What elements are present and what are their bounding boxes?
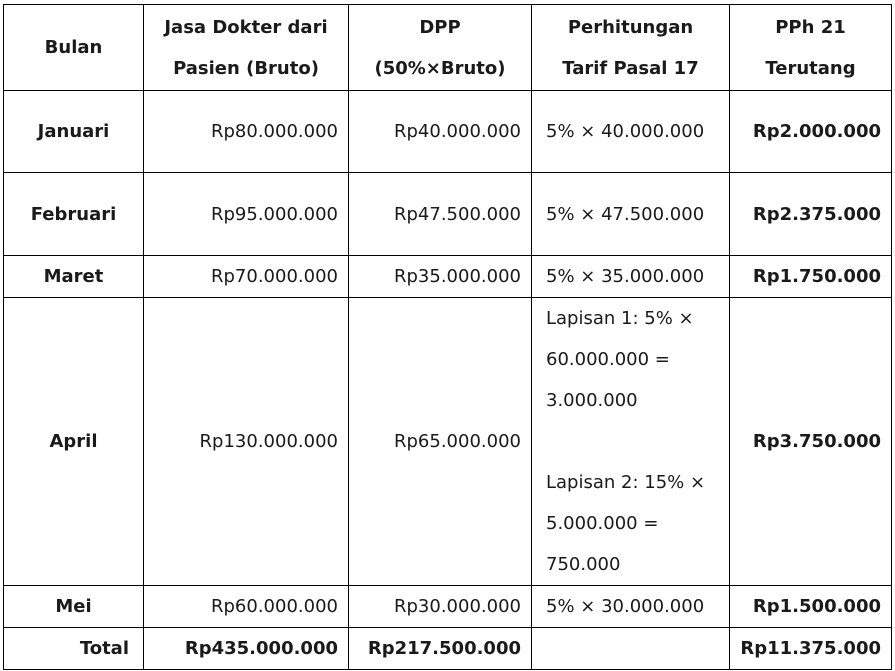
cell-perhitungan-lapisan xyxy=(532,298,730,586)
header-row xyxy=(4,5,892,91)
lapisan-2-line-1: Lapisan 2: 15% × xyxy=(546,472,706,493)
cell-dpp: Rp65.000.000 xyxy=(349,298,532,586)
total-row xyxy=(4,628,892,670)
cell-pph: Rp1.750.000 xyxy=(730,256,892,298)
header-bulan-label: Bulan xyxy=(44,37,103,58)
header-bruto-line-1: Jasa Dokter dari xyxy=(164,16,328,38)
cell-dpp: Rp47.500.000 xyxy=(349,173,532,256)
cell-bulan: Mei xyxy=(4,586,144,628)
cell-pph: Rp3.750.000 xyxy=(730,298,892,586)
header-bruto-line-2: Pasien (Bruto) xyxy=(173,57,319,79)
header-dpp-line-1: DPP xyxy=(419,16,461,38)
total-perhitungan xyxy=(532,628,730,670)
table-row xyxy=(4,256,892,298)
cell-bruto: Rp60.000.000 xyxy=(144,586,349,628)
header-perhitungan-line-1: Perhitungan xyxy=(567,16,694,38)
cell-pph: Rp2.375.000 xyxy=(730,173,892,256)
header-perhitungan xyxy=(532,5,730,91)
total-label: Total xyxy=(4,628,144,670)
cell-dpp: Rp35.000.000 xyxy=(349,256,532,298)
cell-perhitungan: 5% × 40.000.000 xyxy=(532,91,730,173)
lapisan-2-line-3: 750.000 xyxy=(546,554,621,575)
lapisan-1-line-1: Lapisan 1: 5% × xyxy=(546,308,694,329)
cell-pph: Rp1.500.000 xyxy=(730,586,892,628)
total-dpp: Rp217.500.000 xyxy=(349,628,532,670)
cell-dpp: Rp40.000.000 xyxy=(349,91,532,173)
cell-bulan: Januari xyxy=(4,91,144,173)
table-row xyxy=(4,173,892,256)
cell-dpp: Rp30.000.000 xyxy=(349,586,532,628)
table-row xyxy=(4,586,892,628)
header-dpp xyxy=(349,5,532,91)
cell-perhitungan: 5% × 47.500.000 xyxy=(532,173,730,256)
lapisan-2-line-2: 5.000.000 = xyxy=(546,513,659,534)
header-pph-line-1: PPh 21 xyxy=(775,16,846,38)
header-perhitungan-line-2: Tarif Pasal 17 xyxy=(562,57,699,79)
lapisan-1-line-2: 60.000.000 = xyxy=(546,349,670,370)
cell-bruto: Rp80.000.000 xyxy=(144,91,349,173)
cell-perhitungan: 5% × 30.000.000 xyxy=(532,586,730,628)
table-row xyxy=(4,91,892,173)
lapisan-spacer xyxy=(546,421,719,462)
pph21-table xyxy=(3,4,892,670)
header-bulan xyxy=(4,5,144,91)
header-pph xyxy=(730,5,892,91)
cell-bruto: Rp95.000.000 xyxy=(144,173,349,256)
cell-bruto: Rp70.000.000 xyxy=(144,256,349,298)
cell-bruto: Rp130.000.000 xyxy=(144,298,349,586)
total-bruto: Rp435.000.000 xyxy=(144,628,349,670)
lapisan-1-line-3: 3.000.000 xyxy=(546,390,638,411)
cell-pph: Rp2.000.000 xyxy=(730,91,892,173)
header-pph-line-2: Terutang xyxy=(765,57,856,79)
cell-bulan: Maret xyxy=(4,256,144,298)
cell-bulan: April xyxy=(4,298,144,586)
header-bruto xyxy=(144,5,349,91)
total-pph: Rp11.375.000 xyxy=(730,628,892,670)
cell-bulan: Februari xyxy=(4,173,144,256)
cell-perhitungan: 5% × 35.000.000 xyxy=(532,256,730,298)
table-row xyxy=(4,298,892,586)
header-dpp-line-2: (50%×Bruto) xyxy=(374,57,506,79)
